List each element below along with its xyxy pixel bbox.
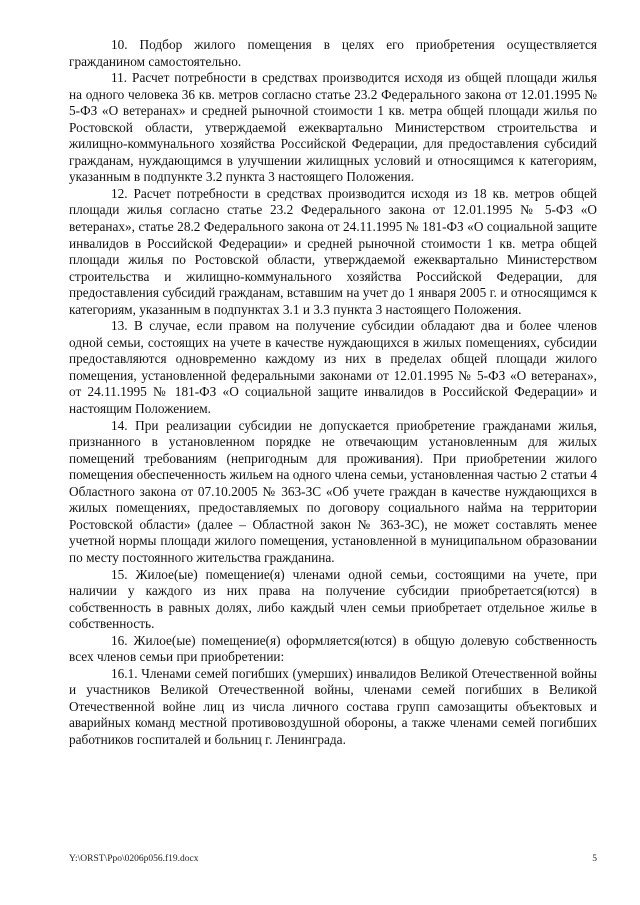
paragraph-12: 12. Расчет потребности в средствах производится исходя из 18 кв. метров общей площади жилья согласно статье 23.2 Федерального закона от 12.01.1995 № 5-ФЗ «О ветеранах», статье 28.2 Федерального закона от 24.11.1995 № 181-ФЗ «О социальной защите инвалидов в Российской Федерации» и средней рыночной стоимости 1 кв. метра общей площади жилья по Ростовской области, утверждаемой ежеквартально Министерством строительства и жилищно-коммунального хозяйства Российской Федерации, для предоставления субсидий гражданам, вставшим на учет до 1 января 2005 г. и относящимся к категориям, указанным в подпунктах 3.1 и 3.3 пункта 3 настоящего Положения.: [69, 185, 597, 317]
paragraph-16-1: 16.1. Членами семей погибших (умерших) инвалидов Великой Отечественной войны и участников Великой Отечественной войны, членами семей погибших в Великой Отечественной войне лиц из числа личного состава групп самозащиты объектовых и аварийных команд местной противовоздушной обороны, а также членами семей погибших работников госпиталей и больниц г. Ленинграда.: [69, 665, 597, 747]
footer-file-path: Y:\ORST\Ppo\0206p056.f19.docx: [69, 854, 199, 864]
page-footer: [69, 853, 597, 865]
paragraph-14: 14. При реализации субсидии не допускается приобретение гражданами жилья, признанного в установленном порядке не отвечающим установленным для жилых помещений требованиям (непригодным для проживания). При приобретении жилого помещения обеспеченность жильем на одного члена семьи, установленная частью 2 статьи 4 Областного закона от 07.10.2005 № 363-ЗС «Об учете граждан в качестве нуждающихся в жилых помещениях, предоставляемых по договору социального найма на территории Ростовской области» (далее – Областной закон № 363-ЗС), не может составлять менее учетной нормы площади жилого помещения, установленной в муниципальном образовании по месту постоянного жительства гражданина.: [69, 417, 597, 565]
footer-page-number: 5: [592, 854, 597, 864]
paragraph-16: 16. Жилое(ые) помещение(я) оформляется(ются) в общую долевую собственность всех членов семьи при приобретении:: [69, 632, 597, 665]
paragraph-15: 15. Жилое(ые) помещение(я) членами одной семьи, состоящими на учете, при наличии у каждого из них права на получение субсидии приобретается(ются) в собственность в равных долях, либо каждый член семьи приобретает отдельное жилье в собственность.: [69, 566, 597, 632]
paragraph-10: 10. Подбор жилого помещения в целях его приобретения осуществляется гражданином самостоятельно.: [69, 37, 597, 69]
document-body: [69, 37, 597, 749]
paragraph-11: 11. Расчет потребности в средствах производится исходя из общей площади жилья на одного человека 36 кв. метров согласно статье 23.2 Федерального закона от 12.01.1995 № 5-ФЗ «О ветеранах» и средней рыночной стоимости 1 кв. метра общей площади жилья по Ростовской области, утверждаемой ежеквартально Министерством строительства и жилищно-коммунального хозяйства Российской Федерации, для предоставления субсидий гражданам, нуждающимся в улучшении жилищных условий и относящимся к категориям, указанным в подпункте 3.2 пункта 3 настоящего Положения.: [69, 70, 597, 185]
paragraph-13: 13. В случае, если правом на получение субсидии обладают два и более членов одной семьи, состоящих на учете в качестве нуждающихся в жилых помещениях, субсидии предоставляются одновременно каждому из них в пределах общей площади жилого помещения, установленной федеральными законами от 12.01.1995 № 5-ФЗ «О ветеранах», от 24.11.1995 № 181-ФЗ «О социальной защите инвалидов в Российской Федерации» и настоящим Положением.: [69, 318, 597, 417]
